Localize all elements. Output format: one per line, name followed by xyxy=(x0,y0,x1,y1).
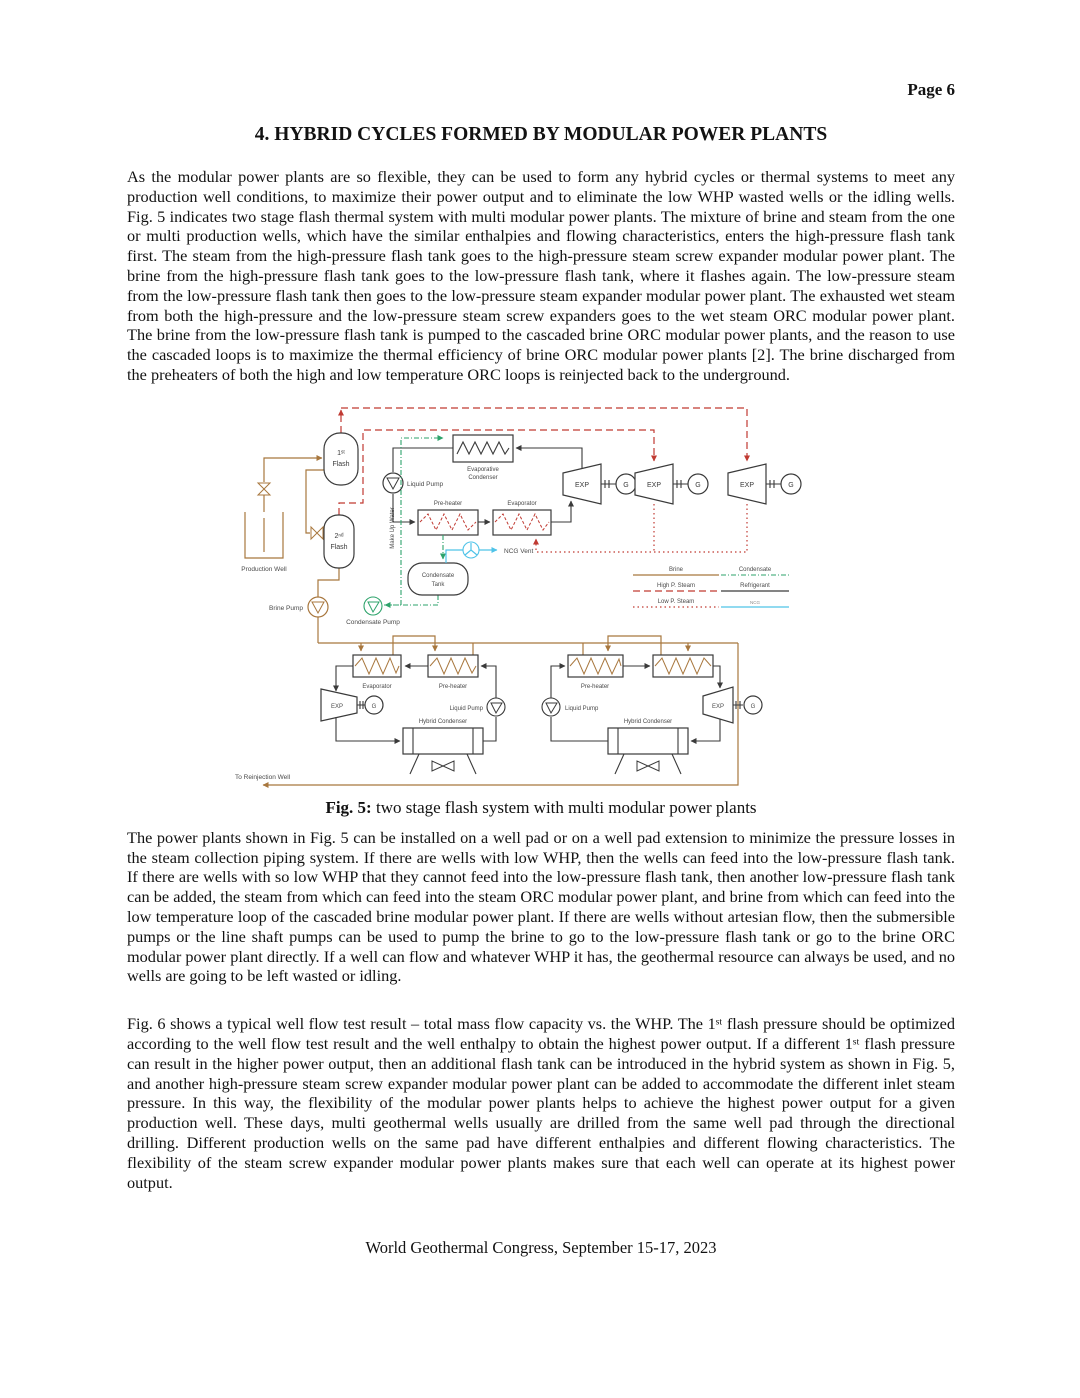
figure-caption xyxy=(127,798,955,818)
fan-legs-left xyxy=(410,754,476,774)
first-flash-label-sup: 1ˢᵗ xyxy=(337,449,345,457)
generator-2-label: G xyxy=(695,481,701,489)
condensate-tank-label-1: Condensate xyxy=(421,572,455,579)
pre-heater-right-label: Pre-heater xyxy=(580,683,610,690)
liquid-pump-top-label: Liquid Pump xyxy=(407,480,444,488)
evaporator-left-label: Evaporator xyxy=(362,683,392,690)
first-flash-label: Flash xyxy=(332,460,350,468)
pre-heater-top-label: Pre-heater xyxy=(433,500,463,507)
condensate-tank xyxy=(408,563,468,595)
evaporative-condenser-label-1: Evaporative xyxy=(467,466,499,473)
process-flow-diagram xyxy=(231,400,851,796)
generator-1-label: G xyxy=(623,481,629,489)
expander-3 xyxy=(728,464,801,504)
legend-hp-steam-label: High P. Steam xyxy=(657,582,695,589)
section-title: 4. HYBRID CYCLES FORMED BY MODULAR POWER PLANTS xyxy=(254,124,828,145)
paragraph-1: As the modular power plants are so flexible, they can be used to form any hybrid cycles or thermal systems to meet any production well conditions, to maximize their power output and to eliminate the low WHP wasted wells or the idling wells. Fig. 5 indicates two stage flash thermal system with multi modular power plants. The mixture of brine and steam from the one or multi production wells, which have the similar enthalpies and flowing characteristics, enters the high-pressure flash tank first. The steam from the high-pressure flash tank goes to the high-pressure steam screw expander modular power plant. The brine from the high-pressure flash tank goes to the low-pressure flash tank, where it flashes again. The low-pressure steam from the low-pressure flash tank then goes to the low-pressure steam expander modular power plant. The exhausted wet steam from both the high-pressure and the low-pressure steam screw expanders goes to the wet steam ORC modular power plant. The brine from the low-pressure flash tank is pumped to the cascaded brine ORC modular power plants, and the reason to use the cascaded loops is to maximize the thermal efficiency of brine ORC modular power plants [2]. The brine discharged from the preheaters of both the high and low temperature ORC loops is reinjected back to the underground. xyxy=(127,167,955,384)
generator-left-bottom-label: G xyxy=(371,703,377,710)
expander-1-label: EXP xyxy=(574,481,590,489)
hybrid-condenser-right-vessel xyxy=(608,728,688,754)
production-well xyxy=(241,512,287,573)
brine-orc-left xyxy=(321,655,505,774)
ncg-vent-label: NCG Vent xyxy=(504,547,534,555)
second-flash-tank xyxy=(324,515,354,568)
high-pressure-steam-lines xyxy=(339,408,747,515)
pre-heater-left-vessel xyxy=(428,655,478,677)
liquid-pump-right-bottom-label: Liquid Pump xyxy=(565,705,599,712)
wellhead-valve-icon xyxy=(258,483,270,495)
expander-right-bottom-label: EXP xyxy=(711,703,725,710)
paragraph-3: Fig. 6 shows a typical well flow test result – total mass flow capacity vs. the WHP. The 1ˢᵗ flash pressure should be optimized according to the well flow test result and the well enthalpy to obtain the highest power output. If a different 1ˢᵗ flash pressure can result in the higher power output, then an additional flash tank can be introduced in the hybrid system as shown in Fig. 5, and another high-pressure steam screw expander modular power plant can be added to accommodate the different inlet steam pressure. In this way, the flexibility of the modular power plants helps to achieve the highest power output for a given production well. These days, multi geothermal wells usually are drilled from the same well pad through the directional drilling. Different production wells on the same pad have different enthalpies and different flowing characteristics. The flexibility of the steam screw expander modular power plants makes sure that each well can operate at its highest power output. xyxy=(127,1014,955,1192)
legend-lp-steam-label: Low P. Steam xyxy=(657,598,695,605)
liquid-pump-top xyxy=(383,473,444,493)
first-flash-tank xyxy=(324,433,358,485)
brine-pump xyxy=(269,597,328,617)
legend-condensate-label: Condensate xyxy=(738,566,772,573)
legend-brine-label: Brine xyxy=(668,566,684,573)
to-reinjection-well-label: To Reinjection Well xyxy=(235,773,291,781)
generator-right-bottom-label: G xyxy=(750,703,756,710)
expander-3-label: EXP xyxy=(739,481,755,489)
condensate-pump xyxy=(346,597,400,626)
generator-3-label: G xyxy=(788,481,794,489)
brine-pump-label: Brine Pump xyxy=(269,604,303,612)
hybrid-condenser-left-vessel xyxy=(403,728,483,754)
low-pressure-steam-lines xyxy=(536,504,747,552)
make-up-water-label: Make Up Water xyxy=(390,507,396,549)
evaporative-condenser xyxy=(453,435,513,481)
second-flash-label: Flash xyxy=(330,543,348,551)
fan-legs-right xyxy=(615,754,681,774)
expander-left-bottom-label: EXP xyxy=(330,703,344,710)
hybrid-condenser-right-label: Hybrid Condenser xyxy=(623,718,673,725)
legend-ncg-label: NCG xyxy=(750,599,760,605)
evaporator-left-vessel xyxy=(353,655,401,677)
footer-conference: World Geothermal Congress, September 15-17, 2023 xyxy=(365,1238,717,1258)
flash2-inlet-valve-icon xyxy=(311,527,323,539)
evaporator-top-label: Evaporator xyxy=(507,500,537,507)
paragraph-2: The power plants shown in Fig. 5 can be installed on a well pad or on a well pad extension to minimize the pressure losses in the steam collection piping system. If there are wells with low WHP, then the wells can feed into the low-pressure flash tank. If there are wells with so low WHP that they cannot feed into the low-pressure flash tank, then another low-pressure flash tank can be added, the steam from which can feed into the steam ORC modular power plant, and brine from which can feed into the low temperature loop of the cascaded brine modular power plant. If there are wells without artesian flow, then the submersible pumps or the line shaft pumps can be used to pump the brine to go to the low-pressure flash tank or go to the brine ORC modular power plant directly. If a well can flow and whatever WHP it has, the geothermal resource can always be used, and no wells are going to be left wasted or idling. xyxy=(127,827,955,986)
condenser-fan-left-icon xyxy=(432,761,454,771)
expander-1 xyxy=(563,464,636,504)
condensate-tank-label-2: Tank xyxy=(431,581,445,588)
evaporator-top xyxy=(493,501,551,535)
brine-orc-right xyxy=(542,655,762,774)
legend-refrigerant-label: Refrigerant xyxy=(740,582,770,589)
condenser-fan-right-icon xyxy=(637,761,659,771)
liquid-pump-left-bottom-label: Liquid Pump xyxy=(449,705,483,712)
production-well-label: Production Well xyxy=(241,565,287,573)
figure-caption-label: Fig. 5: xyxy=(325,797,372,817)
pre-heater-left-label: Pre-heater xyxy=(438,683,468,690)
expander-2-label: EXP xyxy=(646,481,662,489)
flow-legend xyxy=(633,567,789,607)
figure-caption-text: two stage flash system with multi modular power plants xyxy=(371,797,757,817)
expander-2 xyxy=(635,464,708,504)
pre-heater-top xyxy=(418,501,478,535)
figure-5 xyxy=(127,400,955,818)
condensate-pump-label: Condensate Pump xyxy=(346,618,400,626)
second-flash-label-sup: 2ⁿᵈ xyxy=(334,532,344,540)
ncg-vent xyxy=(446,542,533,563)
hybrid-condenser-left-label: Hybrid Condenser xyxy=(418,718,468,725)
evaporative-condenser-label-2: Condenser xyxy=(468,474,498,481)
page-number: Page 6 xyxy=(907,80,955,99)
